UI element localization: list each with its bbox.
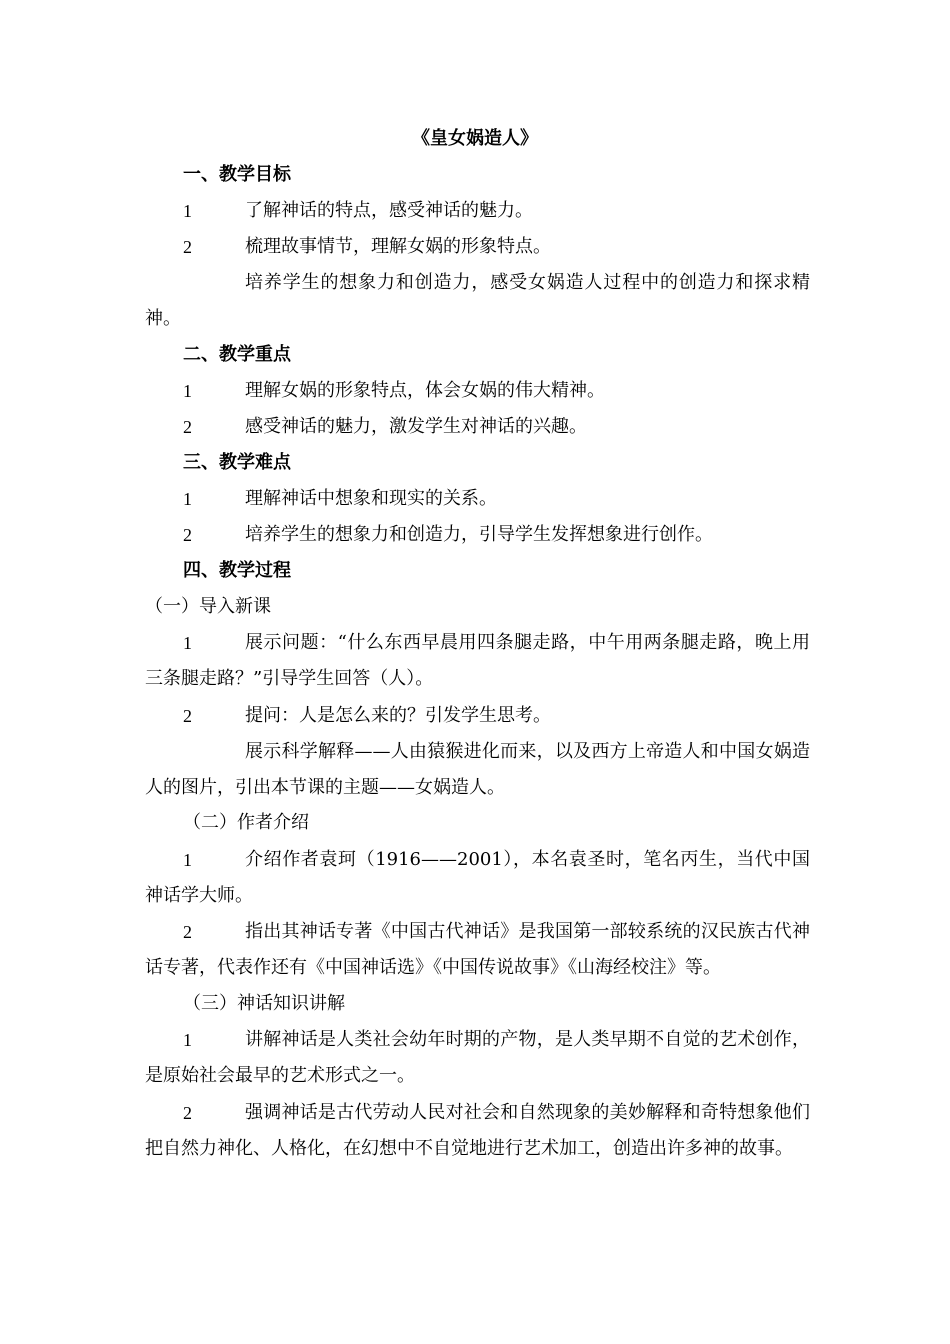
subsection-heading-myth: （三）神话知识讲解: [183, 993, 345, 1014]
list-item: [145, 1095, 810, 1167]
item-text: 强调神话是古代劳动人民对社会和自然现象的美妙解释和奇特想象他们把自然力神化、人格化，在幻想中不自觉地进行艺术加工，创造出许多神的故事。: [145, 1102, 810, 1159]
subsection-heading-intro: （一）导入新课: [145, 596, 271, 617]
item-number: 2: [183, 237, 192, 257]
item-number: 2: [183, 417, 192, 437]
item-text: 理解女娲的形象特点，体会女娲的伟大精神。: [245, 380, 605, 401]
item-text: 梳理故事情节，理解女娲的形象特点。: [245, 236, 551, 257]
list-item: [145, 481, 810, 517]
item-text: 培养学生的想象力和创造力，引导学生发挥想象进行创作。: [245, 524, 713, 545]
section-heading-process: 四、教学过程: [183, 560, 291, 581]
item-number: 1: [183, 1030, 192, 1050]
list-item: [145, 734, 810, 806]
subsection-heading-author: （二）作者介绍: [183, 812, 309, 833]
list-item: [145, 914, 810, 986]
section-heading-difficulties: 三、教学难点: [183, 452, 291, 473]
item-number: 1: [183, 850, 192, 870]
list-item: [145, 193, 810, 229]
item-text: 介绍作者袁珂（1916——2001），本名袁圣时，笔名丙生，当代中国神话学大师。: [145, 849, 810, 906]
document-title: 《皇女娲造人》: [412, 128, 538, 149]
item-text: 提问：人是怎么来的？引发学生思考。: [245, 705, 551, 726]
item-text: 展示问题：“什么东西早晨用四条腿走路，中午用两条腿走路，晚上用三条腿走路？”引导学生回答（人）。: [145, 632, 810, 689]
item-text: 展示科学解释——人由猿猴进化而来，以及西方上帝造人和中国女娲造人的图片，引出本节课的主题——女娲造人。: [145, 741, 810, 798]
list-item: [145, 625, 810, 697]
item-text: 讲解神话是人类社会幼年时期的产物，是人类早期不自觉的艺术创作，是原始社会最早的艺术形式之一。: [145, 1029, 810, 1086]
item-number: 2: [183, 922, 192, 942]
list-item: [145, 265, 810, 337]
item-number: 1: [183, 489, 192, 509]
list-item: [145, 698, 810, 734]
list-item: [145, 229, 810, 265]
list-item: [145, 517, 810, 553]
item-number: 1: [183, 381, 192, 401]
item-text: 了解神话的特点，感受神话的魅力。: [245, 200, 533, 221]
list-item: [145, 409, 810, 445]
list-item: [145, 373, 810, 409]
item-number: 2: [183, 706, 192, 726]
item-number: 1: [183, 201, 192, 221]
item-text: 感受神话的魅力，激发学生对神话的兴趣。: [245, 416, 587, 437]
list-item: [145, 842, 810, 914]
item-number: 2: [183, 525, 192, 545]
item-text: 培养学生的想象力和创造力，感受女娲造人过程中的创造力和探求精神。: [145, 272, 810, 329]
section-heading-goals: 一、教学目标: [183, 164, 291, 185]
item-number: 2: [183, 1103, 192, 1123]
list-item: [145, 1022, 810, 1094]
section-heading-key-points: 二、教学重点: [183, 344, 291, 365]
item-text: 指出其神话专著《中国古代神话》是我国第一部较系统的汉民族古代神话专著，代表作还有《中国神话选》《中国传说故事》《山海经校注》等。: [145, 921, 810, 978]
item-number: 1: [183, 633, 192, 653]
item-text: 理解神话中想象和现实的关系。: [245, 488, 497, 509]
